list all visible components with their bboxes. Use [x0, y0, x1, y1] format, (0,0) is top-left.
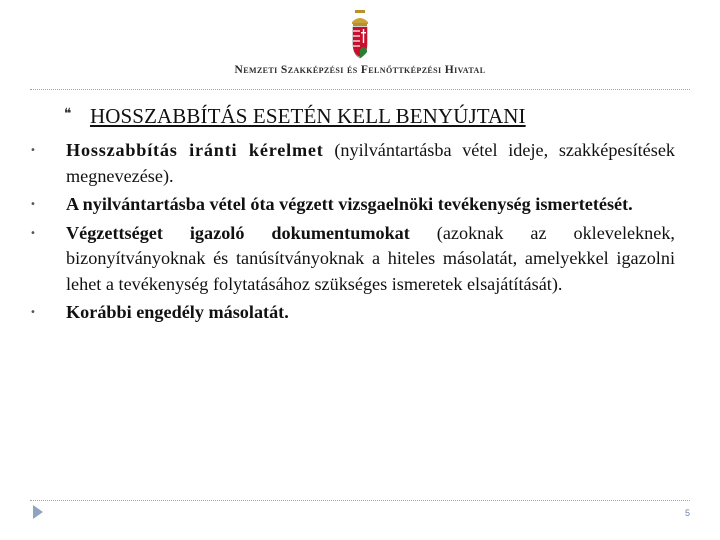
item-bold-text: Korábbi engedély másolatát. — [66, 302, 289, 322]
next-slide-arrow-icon[interactable] — [33, 505, 43, 519]
list-item — [30, 192, 675, 218]
bullet-icon: • — [30, 145, 36, 156]
slide-heading: HOSSZABBÍTÁS ESETÉN KELL BENYÚJTANI — [90, 104, 526, 128]
coat-of-arms-icon — [349, 10, 371, 60]
list-item — [30, 138, 675, 189]
item-bold-text: A nyilvántartásba vétel óta végzett vizsgaelnöki tevékenység ismertetését. — [66, 194, 633, 214]
list-item — [30, 300, 675, 326]
heading-row — [64, 104, 664, 132]
bullet-icon: • — [30, 307, 36, 318]
footer-divider — [30, 500, 690, 501]
item-bold-text: Végzettséget igazoló dokumentumokat — [66, 222, 410, 243]
bullet-icon: • — [30, 199, 36, 210]
organization-name: Nemzeti Szakképzési és Felnőttképzési Hivatal — [234, 64, 486, 76]
item-text: (azoknak az okleveleknek, bizonyítványoknak és tanúsítványoknak a hiteles másolatát, amelyekkel igazolni lehet a tevékenység folytatásához szükséges ismeretek elsajátítását). — [66, 222, 675, 294]
item-text: (nyilvántartásba vétel ideje, szakképesítések megnevezése). — [66, 140, 675, 186]
page-number: 5 — [684, 508, 690, 518]
bullet-icon: • — [30, 227, 36, 239]
quote-bullet-icon: ❝ — [64, 106, 72, 122]
list-item — [30, 221, 675, 298]
header-divider — [30, 89, 690, 90]
bullet-list — [30, 138, 675, 329]
item-bold-text: Hosszabbítás iránti kérelmet — [66, 140, 324, 160]
